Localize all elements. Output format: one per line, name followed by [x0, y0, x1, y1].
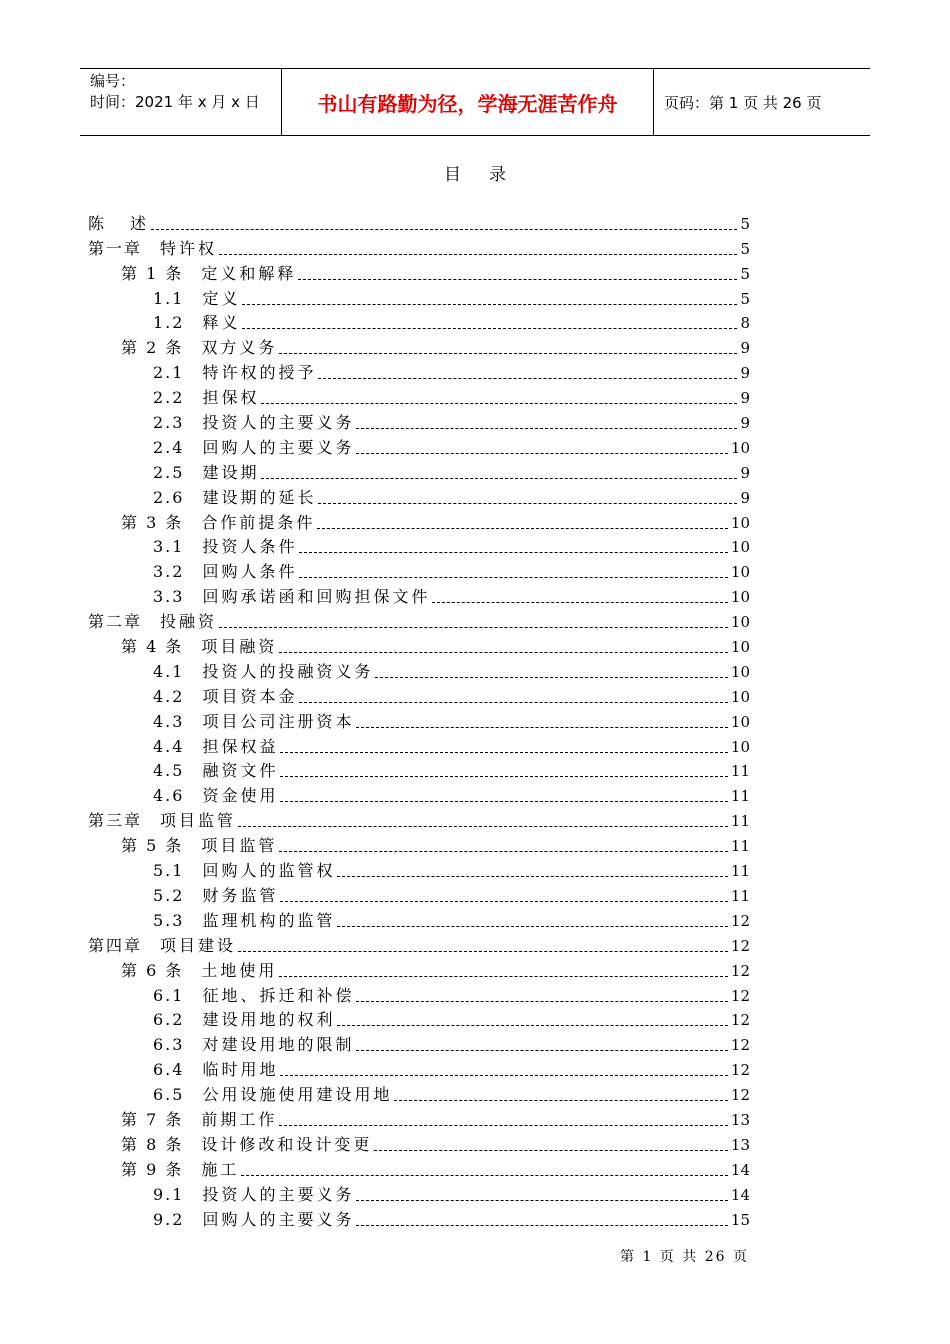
- toc-entry-number: 9.1: [153, 1184, 185, 1204]
- toc-leader-dots: [261, 402, 737, 404]
- toc-entry[interactable]: [88, 333, 750, 358]
- toc-leader-dots: [261, 477, 737, 479]
- toc-entry-page: 9: [740, 389, 750, 408]
- toc-entry-title: 财务监管: [202, 885, 279, 905]
- toc-entry-title: 投资人的投融资义务: [202, 661, 374, 681]
- toc-entry-number: 6.3: [153, 1035, 185, 1055]
- toc-leader-dots: [356, 726, 727, 728]
- toc-entry[interactable]: [88, 508, 750, 533]
- toc-entry-title: 建设期: [202, 462, 260, 482]
- toc-leader-dots: [298, 278, 737, 280]
- toc-leader-dots: [151, 228, 737, 230]
- toc-entry-page: 8: [740, 314, 750, 333]
- toc-entry-title: 设计修改和设计变更: [201, 1134, 373, 1154]
- toc-entry[interactable]: [88, 1205, 750, 1230]
- toc-entry[interactable]: [88, 956, 750, 981]
- toc-entry[interactable]: [88, 682, 750, 707]
- toc-entry-title: 回购人的主要义务: [202, 437, 355, 457]
- toc-entry-number: 第 2 条: [121, 338, 184, 358]
- toc-leader-dots: [219, 253, 737, 255]
- toc-leader-dots: [356, 1000, 727, 1002]
- toc-entry-page: 12: [730, 961, 750, 980]
- toc-leader-dots: [242, 327, 737, 329]
- toc-entry-title: 回购人条件: [202, 562, 298, 582]
- toc-leader-dots: [356, 1224, 727, 1226]
- toc-entry[interactable]: [88, 483, 750, 508]
- toc-entry-title: 土地使用: [201, 960, 278, 980]
- toc-entry-title: 述: [130, 213, 150, 233]
- toc-entry-number: 3.1: [153, 537, 185, 557]
- toc-entry-title: 担保权益: [202, 736, 279, 756]
- toc-entry-number: 2.3: [153, 413, 185, 433]
- page-footer: 第 1 页 共 26 页: [620, 1249, 749, 1265]
- toc-leader-dots: [238, 825, 728, 827]
- toc-leader-dots: [394, 1099, 727, 1101]
- toc-entry[interactable]: [88, 931, 750, 956]
- toc-entry-title: 双方义务: [201, 338, 278, 358]
- toc-entry-title: 投融资: [160, 612, 218, 632]
- toc-leader-dots: [337, 925, 727, 927]
- toc-entry-title: 定义和解释: [201, 263, 297, 283]
- toc-entry-number: 4.1: [153, 661, 185, 681]
- toc-entry-title: 征地、拆迁和补偿: [202, 985, 355, 1005]
- toc-entry-title: 项目资本金: [202, 686, 298, 706]
- header-meta: [80, 69, 282, 135]
- time-label: 时间：2021 年 x 月 x 日: [90, 93, 260, 111]
- toc-entry-page: 11: [730, 762, 750, 781]
- toc-entry-number: 2.2: [153, 388, 185, 408]
- toc-entry-page: 10: [730, 638, 750, 657]
- toc-entry[interactable]: [88, 781, 750, 806]
- toc-entry-number: 4.3: [153, 711, 185, 731]
- toc-entry-number: 4.6: [153, 786, 185, 806]
- toc-entry[interactable]: [88, 1030, 750, 1055]
- toc-entry-number: 第一章: [88, 238, 143, 258]
- toc-entry-title: 投资人的主要义务: [202, 1184, 355, 1204]
- toc-leader-dots: [318, 502, 737, 504]
- toc-leader-dots: [356, 427, 737, 429]
- toc-entry-page: 5: [740, 264, 750, 283]
- toc-entry[interactable]: [88, 533, 750, 558]
- toc-entry-title: 合作前提条件: [201, 512, 316, 532]
- toc-entry-page: 10: [730, 588, 750, 607]
- toc-leader-dots: [280, 900, 727, 902]
- toc-entry[interactable]: [88, 582, 750, 607]
- toc-entry-title: 投资人的主要义务: [202, 413, 355, 433]
- toc-entry-title: 建设用地的权利: [202, 1010, 336, 1030]
- toc-leader-dots: [337, 875, 727, 877]
- toc-entry-number: 5.3: [153, 910, 185, 930]
- toc-entry-title: 担保权: [202, 388, 260, 408]
- toc-entry-number: 5.1: [153, 861, 185, 881]
- toc-entry[interactable]: [88, 906, 750, 931]
- toc-leader-dots: [279, 975, 728, 977]
- toc-entry[interactable]: [88, 358, 750, 383]
- toc-entry[interactable]: [88, 309, 750, 334]
- toc-entry-number: 2.6: [153, 487, 185, 507]
- toc-entry[interactable]: [88, 1055, 750, 1080]
- toc-leader-dots: [279, 651, 728, 653]
- toc-entry-page: 13: [730, 1135, 750, 1154]
- toc-entry[interactable]: [88, 1080, 750, 1105]
- toc-entry-number: 第三章: [88, 811, 143, 831]
- toc-entry-number: 3.2: [153, 562, 185, 582]
- toc-entry-title: 回购人的主要义务: [202, 1209, 355, 1229]
- toc-entry[interactable]: [88, 657, 750, 682]
- toc-entry[interactable]: [88, 234, 750, 259]
- toc-entry-title: 资金使用: [202, 786, 279, 806]
- toc-entry-title: 监理机构的监管: [202, 910, 336, 930]
- toc-entry-number: 1.1: [153, 288, 185, 308]
- toc-entry-number: 2.4: [153, 437, 185, 457]
- toc-entry[interactable]: [88, 806, 750, 831]
- toc-entry-page: 14: [730, 1160, 750, 1179]
- toc-entry-number: 第 6 条: [121, 960, 184, 980]
- toc-entry-title: 项目建设: [160, 935, 237, 955]
- toc-entry-page: 14: [730, 1185, 750, 1204]
- toc-entry-page: 10: [730, 613, 750, 632]
- toc-entry-number: 第 7 条: [121, 1109, 184, 1129]
- toc-entry-title: 项目监管: [160, 811, 237, 831]
- toc-entry-page: 12: [730, 1036, 750, 1055]
- toc-title: 目录: [444, 165, 534, 185]
- toc-leader-dots: [219, 626, 728, 628]
- toc-entry[interactable]: [88, 458, 750, 483]
- toc-entry-number: 4.2: [153, 686, 185, 706]
- toc-entry-title: 特许权的授予: [202, 363, 317, 383]
- toc-entry-title: 项目公司注册资本: [202, 711, 355, 731]
- toc-entry[interactable]: [88, 1006, 750, 1031]
- toc-leader-dots: [356, 1199, 727, 1201]
- toc-entry[interactable]: [88, 259, 750, 284]
- toc-leader-dots: [280, 800, 727, 802]
- toc-entry-page: 12: [730, 936, 750, 955]
- toc-entry[interactable]: [88, 433, 750, 458]
- toc-leader-dots: [356, 452, 727, 454]
- header-motto: 书山有路勤为径，学海无涯苦作舟: [282, 69, 654, 135]
- toc-entry-title: 释义: [202, 313, 241, 333]
- toc-entry-number: 第 3 条: [121, 512, 184, 532]
- toc-leader-dots: [241, 1174, 728, 1176]
- toc-entry-number: 第 5 条: [121, 836, 184, 856]
- toc-leader-dots: [299, 576, 727, 578]
- toc-entry-page: 10: [730, 737, 750, 756]
- toc-entry-number: 6.1: [153, 985, 185, 1005]
- toc-leader-dots: [299, 551, 727, 553]
- toc-entry-title: 建设期的延长: [202, 487, 317, 507]
- toc-entry-title: 回购人的监管权: [202, 861, 336, 881]
- toc-entry-page: 10: [730, 712, 750, 731]
- number-label: 编号：: [90, 72, 136, 90]
- toc-leader-dots: [317, 527, 728, 529]
- toc-leader-dots: [432, 601, 727, 603]
- toc-entry-page: 9: [740, 339, 750, 358]
- toc-entry-title: 项目监管: [201, 836, 278, 856]
- toc-entry-page: 10: [730, 538, 750, 557]
- toc-entry-number: 6.5: [153, 1085, 185, 1105]
- toc-entry-title: 临时用地: [202, 1060, 279, 1080]
- toc-entry-number: 4.4: [153, 736, 185, 756]
- toc-entry-page: 11: [730, 812, 750, 831]
- toc-entry-page: 9: [740, 463, 750, 482]
- toc-entry[interactable]: [88, 1130, 750, 1155]
- toc-entry-title: 定义: [202, 288, 241, 308]
- toc-leader-dots: [242, 303, 737, 305]
- toc-entry-page: 12: [730, 1061, 750, 1080]
- toc-entry-page: 10: [730, 438, 750, 457]
- toc-entry-number: 第 1 条: [121, 263, 184, 283]
- toc-leader-dots: [337, 1024, 727, 1026]
- toc-entry-number: 6.2: [153, 1010, 185, 1030]
- toc-entry-page: 5: [740, 214, 750, 233]
- toc-entry[interactable]: [88, 632, 750, 657]
- toc-entry-number: 第 4 条: [121, 637, 184, 657]
- toc-entry-page: 12: [730, 1086, 750, 1105]
- toc-entry-page: 12: [730, 986, 750, 1005]
- toc-entry[interactable]: [88, 831, 750, 856]
- toc-leader-dots: [280, 1074, 727, 1076]
- toc-leader-dots: [279, 352, 737, 354]
- toc-leader-dots: [280, 775, 727, 777]
- toc-entry-number: 4.5: [153, 761, 185, 781]
- toc-entry-number: 5.2: [153, 885, 185, 905]
- toc-entry-page: 11: [730, 886, 750, 905]
- toc-entry[interactable]: [88, 732, 750, 757]
- toc-leader-dots: [374, 1149, 728, 1151]
- toc-entry-number: 第 9 条: [121, 1159, 184, 1179]
- toc-entry[interactable]: [88, 408, 750, 433]
- toc-entry-title: 施工: [201, 1159, 240, 1179]
- toc-entry[interactable]: [88, 981, 750, 1006]
- page-header: [80, 68, 870, 136]
- toc-entry[interactable]: [88, 209, 750, 234]
- toc-entry-number: 第 8 条: [121, 1134, 184, 1154]
- toc-leader-dots: [318, 377, 737, 379]
- table-of-contents: [88, 209, 750, 1230]
- toc-entry-title: 公用设施使用建设用地: [202, 1085, 393, 1105]
- toc-entry-number: 6.4: [153, 1060, 185, 1080]
- toc-entry[interactable]: [88, 1155, 750, 1180]
- toc-entry[interactable]: [88, 856, 750, 881]
- toc-entry-page: 9: [740, 414, 750, 433]
- toc-entry-number: 9.2: [153, 1209, 185, 1229]
- toc-entry[interactable]: [88, 881, 750, 906]
- toc-entry[interactable]: [88, 557, 750, 582]
- toc-entry[interactable]: [88, 1180, 750, 1205]
- toc-entry-page: 15: [730, 1210, 750, 1229]
- toc-entry-title: 回购承诺函和回购担保文件: [202, 587, 431, 607]
- toc-leader-dots: [279, 850, 728, 852]
- toc-entry[interactable]: [88, 607, 750, 632]
- toc-entry-number: 1.2: [153, 313, 185, 333]
- toc-entry[interactable]: [88, 707, 750, 732]
- toc-entry-page: 10: [730, 563, 750, 582]
- toc-entry-title: 前期工作: [201, 1109, 278, 1129]
- toc-leader-dots: [280, 751, 727, 753]
- toc-entry[interactable]: [88, 1105, 750, 1130]
- toc-entry-title: 对建设用地的限制: [202, 1035, 355, 1055]
- toc-entry-title: 特许权: [160, 238, 218, 258]
- toc-entry-page: 5: [740, 239, 750, 258]
- toc-leader-dots: [299, 701, 727, 703]
- toc-entry-page: 11: [730, 862, 750, 881]
- toc-entry-page: 11: [730, 837, 750, 856]
- header-page-info: 页码：第 1 页 共 26 页: [664, 93, 822, 112]
- toc-entry-page: 13: [730, 1110, 750, 1129]
- toc-entry-number: 第二章: [88, 612, 143, 632]
- toc-entry-page: 12: [730, 1011, 750, 1030]
- toc-entry-number: 2.5: [153, 462, 185, 482]
- toc-entry-title: 项目融资: [201, 637, 278, 657]
- toc-entry[interactable]: [88, 757, 750, 782]
- toc-entry-number: 3.3: [153, 587, 185, 607]
- toc-entry-page: 9: [740, 488, 750, 507]
- toc-entry-page: 12: [730, 911, 750, 930]
- toc-entry-title: 融资文件: [202, 761, 279, 781]
- toc-entry-page: 10: [730, 662, 750, 681]
- toc-leader-dots: [238, 950, 728, 952]
- toc-entry-number: 陈: [88, 213, 107, 233]
- toc-entry-page: 11: [730, 787, 750, 806]
- toc-leader-dots: [375, 676, 727, 678]
- toc-leader-dots: [279, 1124, 728, 1126]
- toc-leader-dots: [356, 1049, 727, 1051]
- toc-entry-page: 10: [730, 687, 750, 706]
- toc-entry-page: 5: [740, 289, 750, 308]
- toc-entry-number: 第四章: [88, 935, 143, 955]
- toc-entry-page: 9: [740, 364, 750, 383]
- toc-entry-title: 投资人条件: [202, 537, 298, 557]
- toc-entry[interactable]: [88, 284, 750, 309]
- toc-entry[interactable]: [88, 383, 750, 408]
- toc-entry-page: 10: [730, 513, 750, 532]
- toc-entry-number: 2.1: [153, 363, 185, 383]
